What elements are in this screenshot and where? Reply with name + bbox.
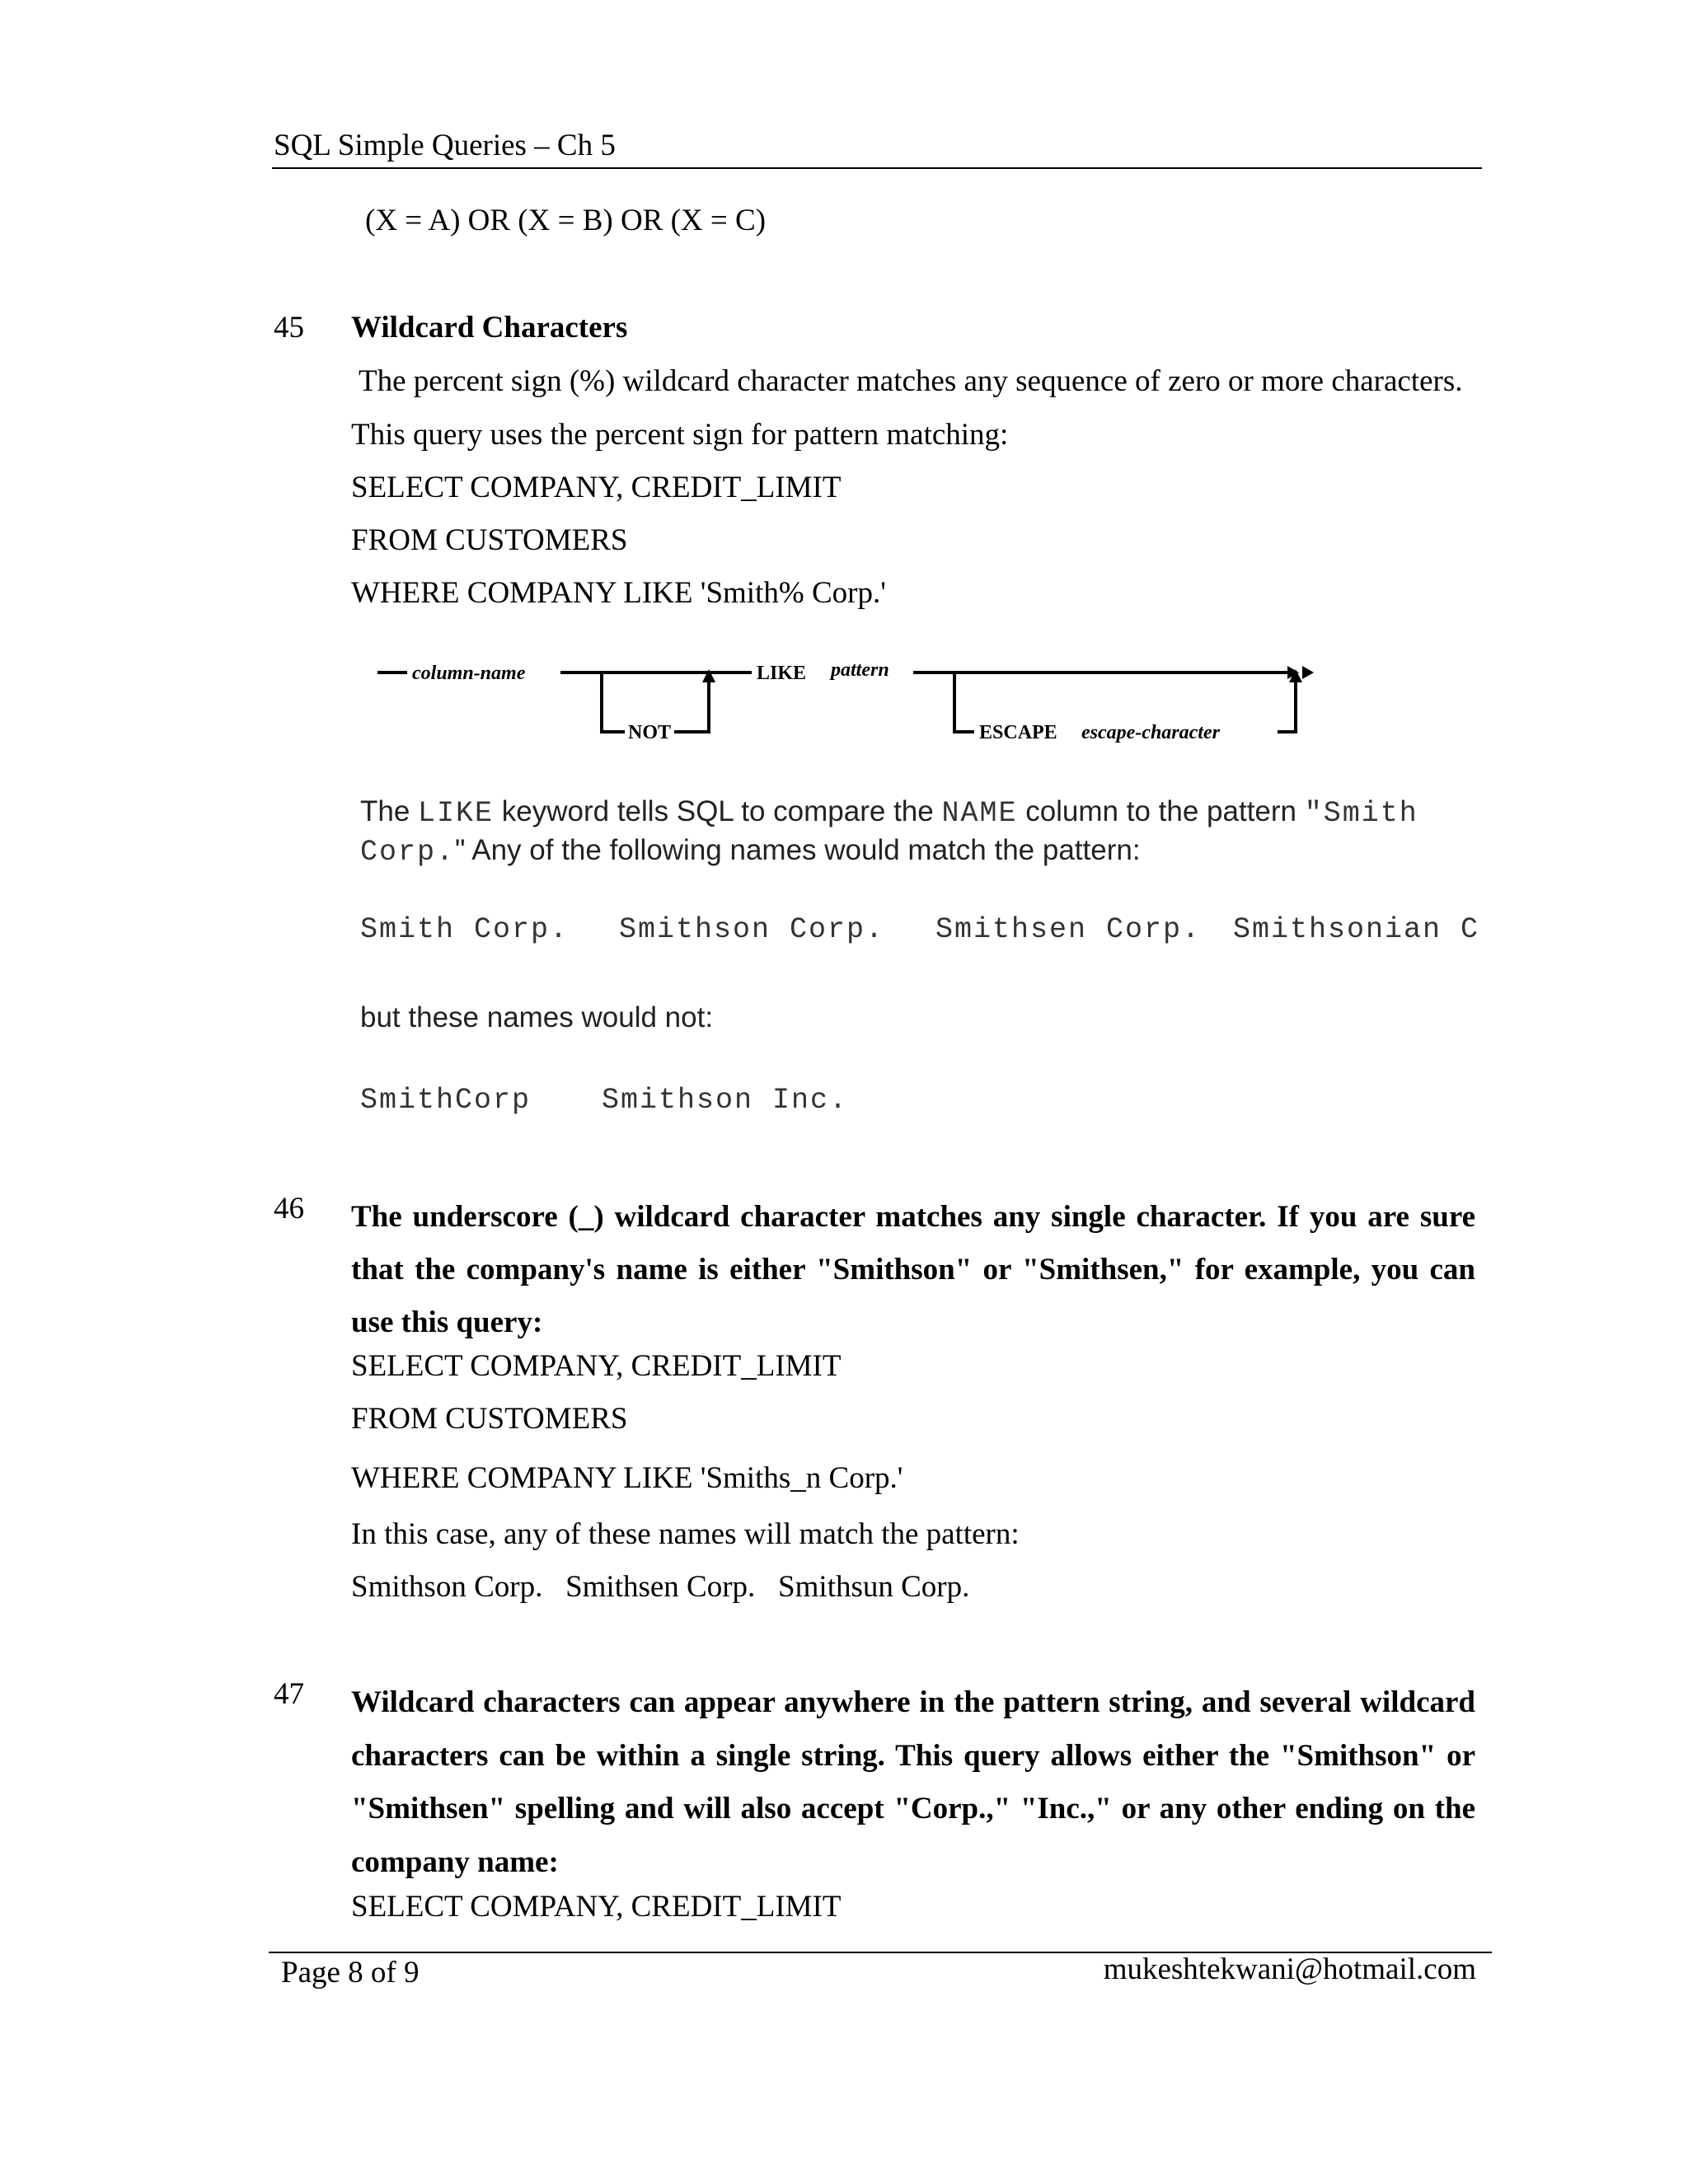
diagram-not-right xyxy=(674,681,709,732)
header-rule xyxy=(272,167,1482,169)
diagram-column-name: column-name xyxy=(412,663,526,684)
footer-page-number: Page 8 of 9 xyxy=(281,1956,420,1990)
header-title: SQL Simple Queries – Ch 5 xyxy=(274,129,616,162)
item47-sql-select: SELECT COMPANY, CREDIT_LIMIT xyxy=(351,1890,842,1924)
code-pattern-a: "Smith xyxy=(1304,797,1418,830)
code-name: NAME xyxy=(941,797,1018,830)
item45-sql-from: FROM CUSTOMERS xyxy=(351,523,628,557)
match-example-3: Smithsen Corp. xyxy=(935,913,1202,946)
item45-heading: Wildcard Characters xyxy=(351,311,628,344)
item46-sql-from: FROM CUSTOMERS xyxy=(351,1402,628,1436)
item45-sql-select: SELECT COMPANY, CREDIT_LIMIT xyxy=(351,471,842,504)
item45-line-1: The percent sign (%) wildcard character matches any sequence of zero or more characters. xyxy=(359,364,1463,398)
nonmatch-example-2: Smithson Inc. xyxy=(602,1084,849,1117)
diagram-pattern: pattern xyxy=(831,659,889,681)
item45-line-2: This query uses the percent sign for pattern matching: xyxy=(351,418,1009,452)
like-syntax-diagram xyxy=(363,643,1335,758)
diagram-end-mark xyxy=(1302,666,1314,679)
item-number-45: 45 xyxy=(274,311,304,344)
match-example-1: Smith Corp. xyxy=(360,913,570,946)
nonmatch-example-1: SmithCorp xyxy=(360,1084,532,1117)
diagram-escape-character: escape-character xyxy=(1081,722,1220,743)
excerpt-paragraph-line-1: The LIKE keyword tells SQL to compare the NAME column to the pattern "Smith xyxy=(360,795,1418,830)
diagram-not-left xyxy=(602,673,625,732)
excerpt-paragraph-2: but these names would not: xyxy=(360,1001,714,1033)
item47-paragraph: Wildcard characters can appear anywhere in the pattern string, and several wildcard characters can be within a single string. This query allows either the "Smithson" or "Smithsen" spelling and will also accept "Corp.," "Inc.," or any other ending on the company name: xyxy=(351,1685,1475,1879)
item46-sql-where: WHERE COMPANY LIKE 'Smiths_n Corp.' xyxy=(351,1461,903,1495)
match-example-2: Smithson Corp. xyxy=(619,913,885,946)
diagram-escape-left xyxy=(954,673,974,732)
code-like: LIKE xyxy=(418,797,495,830)
diagram-escape: ESCAPE xyxy=(979,722,1057,743)
code-pattern-b: Corp. xyxy=(360,836,456,869)
item46-paragraph: The underscore (_) wildcard character matches any single character. If you are sure that the company's name is either "Smithson" or "Smithsen," for example, you can use this query: xyxy=(351,1200,1475,1339)
intro-line: (X = A) OR (X = B) OR (X = C) xyxy=(365,204,767,237)
footer-email: mukeshtekwani@hotmail.com xyxy=(1103,1952,1476,1986)
item46-sql-select: SELECT COMPANY, CREDIT_LIMIT xyxy=(351,1349,842,1383)
excerpt-paragraph-line-2: Corp." Any of the following names would match the pattern: xyxy=(360,834,1141,869)
item-number-47: 47 xyxy=(274,1677,304,1711)
diagram-not: NOT xyxy=(628,722,672,743)
diagram-escape-right xyxy=(1278,681,1296,732)
item-number-46: 46 xyxy=(274,1192,304,1226)
item46-note: In this case, any of these names will match the pattern: xyxy=(351,1517,1020,1551)
item46-examples: Smithson Corp. Smithsen Corp. Smithsun Corp. xyxy=(351,1570,970,1604)
item45-sql-where: WHERE COMPANY LIKE 'Smith% Corp.' xyxy=(351,576,886,610)
match-example-4: Smithsonian C xyxy=(1233,913,1480,946)
diagram-like: LIKE xyxy=(757,663,807,684)
